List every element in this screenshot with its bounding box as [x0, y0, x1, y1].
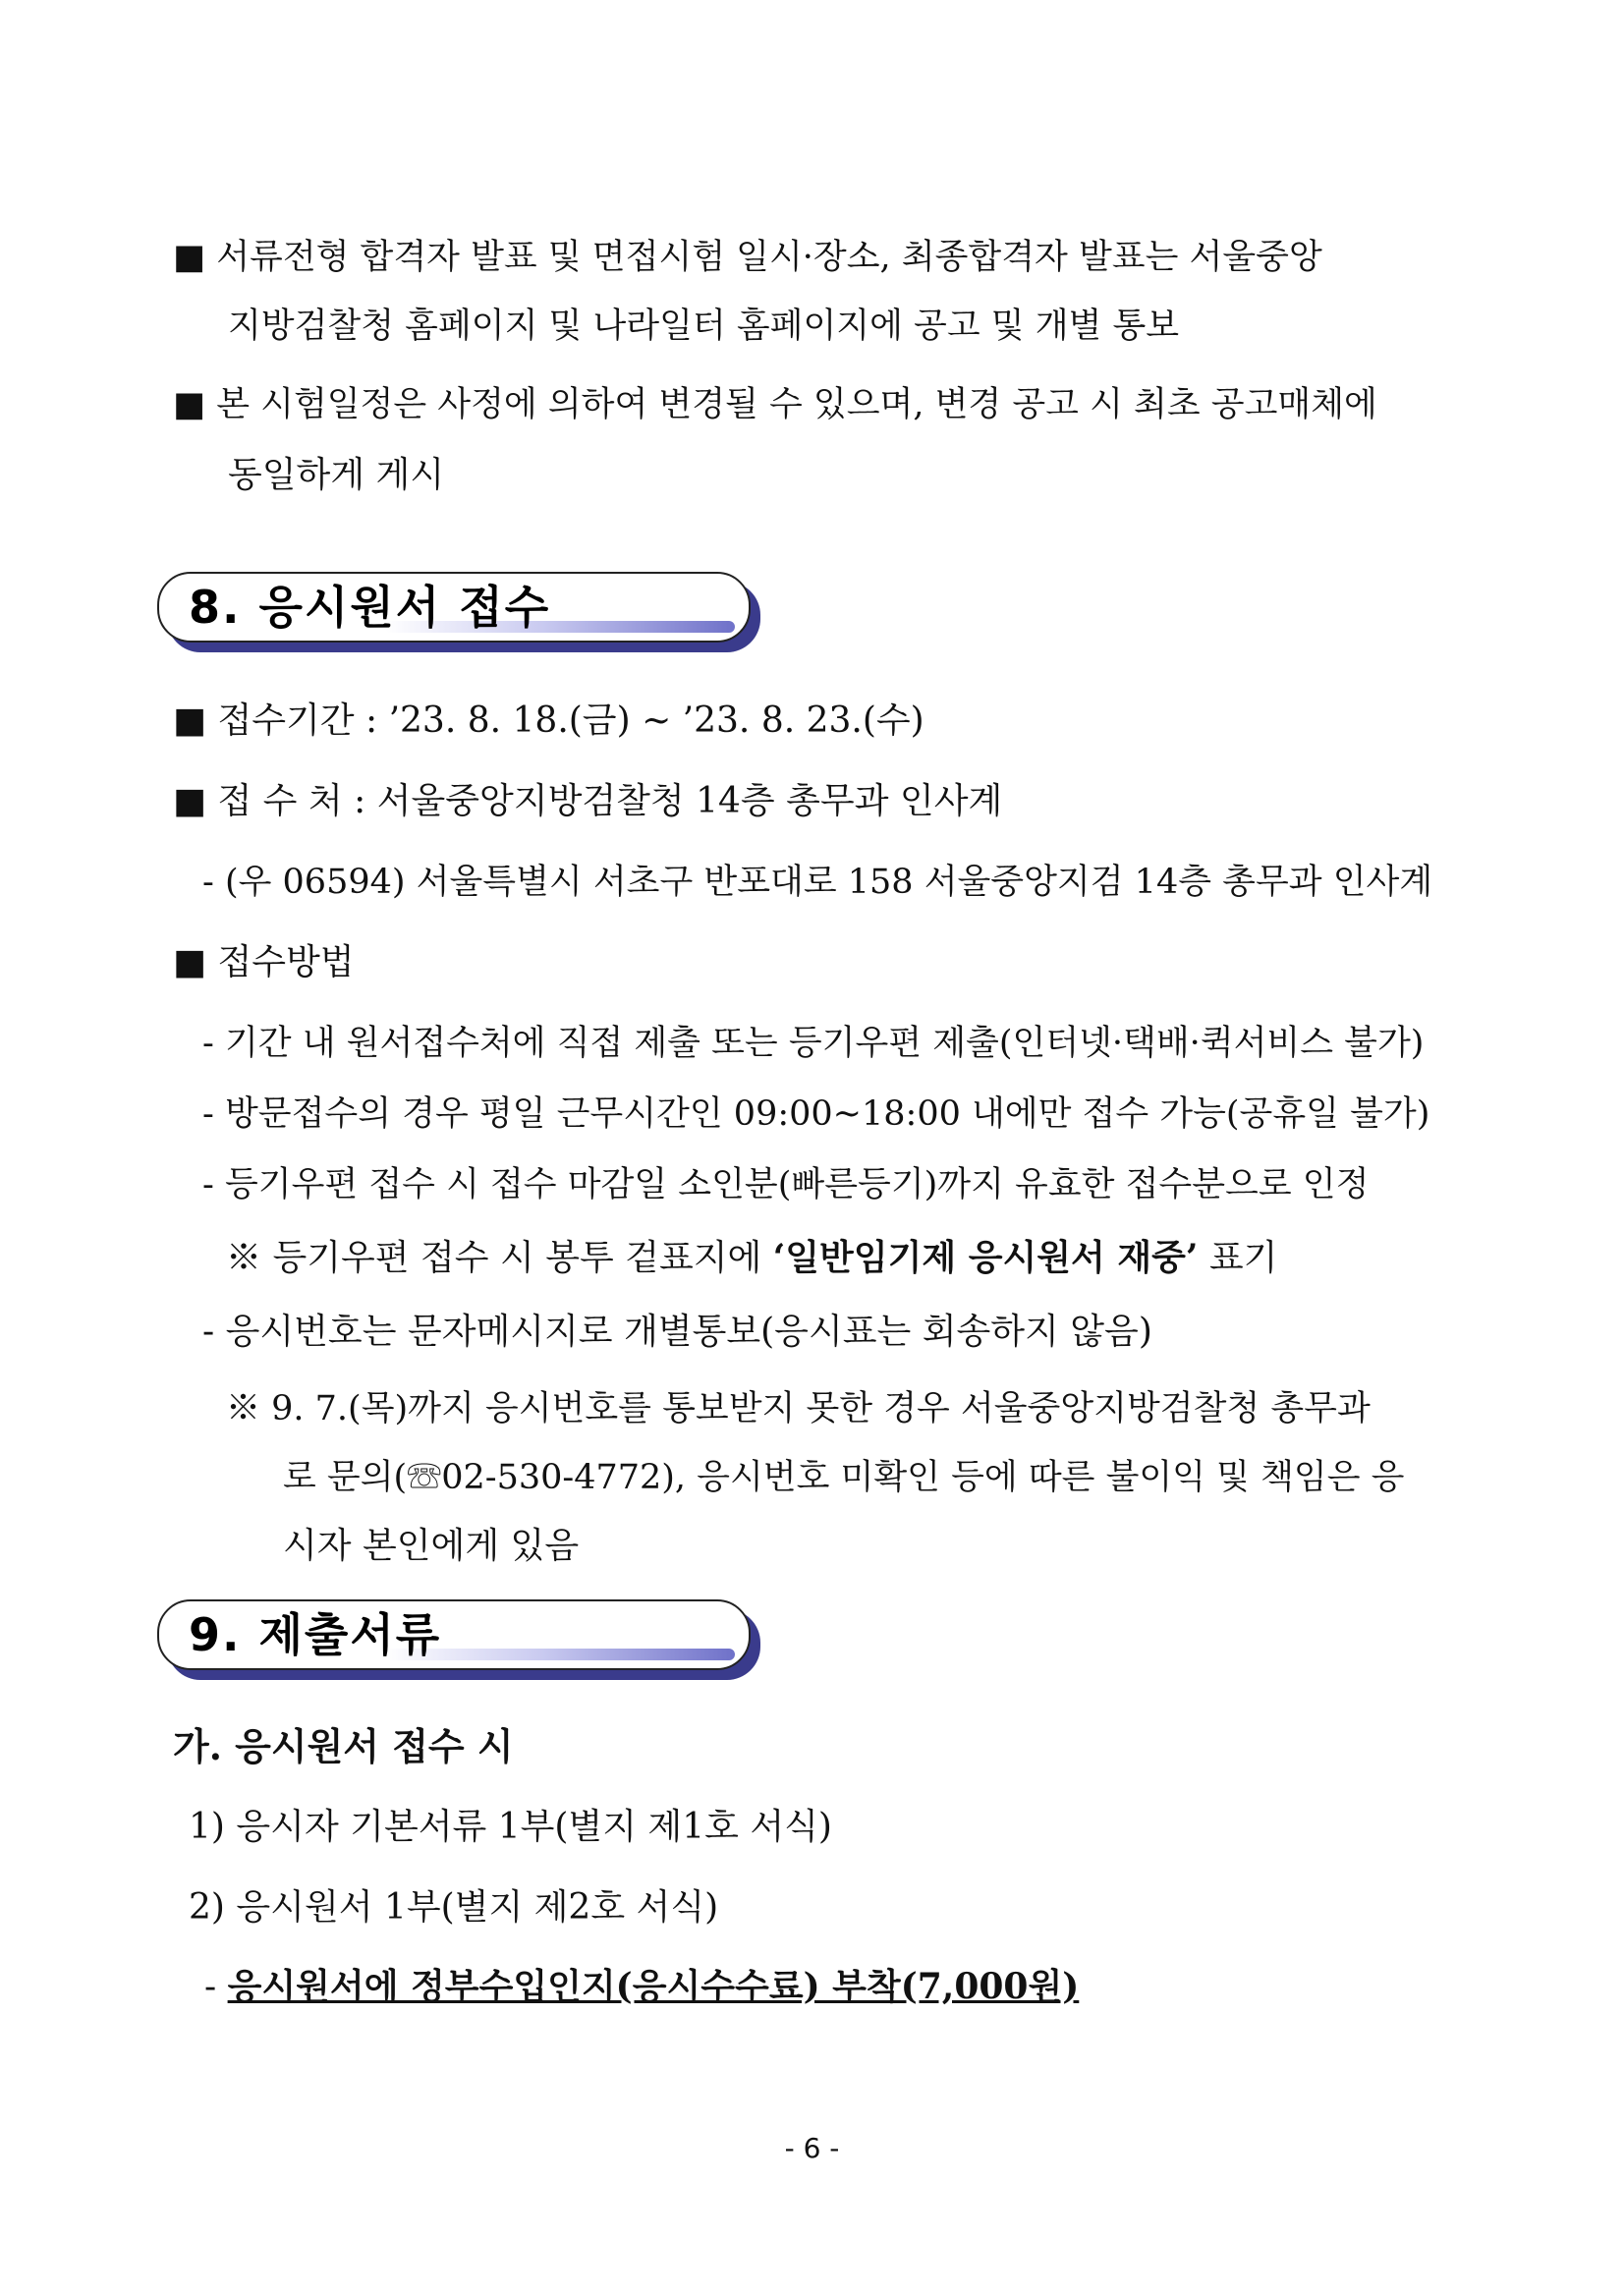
place-line: ■ 접 수 처 : 서울중앙지방검찰청 14층 총무과 인사계	[173, 781, 1003, 821]
note-2-line-2: 로 문의(☏02-530-4772), 응시번호 미확인 등에 따른 불이익 및 책임은 응	[283, 1458, 1405, 1497]
subsection-title: 가. 응시원서 접수 시	[173, 1724, 514, 1768]
section-9-title: 9. 제출서류	[189, 1608, 442, 1661]
period-line: ■ 접수기간 : ’23. 8. 18.(금) ~ ’23. 8. 23.(수)	[173, 700, 924, 741]
section-8-header	[157, 572, 751, 643]
method-item-4: - 응시번호는 문자메시지로 개별통보(응시표는 회송하지 않음)	[202, 1312, 1152, 1352]
document-item-3	[204, 1965, 1079, 2009]
note-2-line-3: 시자 본인에게 있음	[283, 1526, 580, 1566]
note-1	[226, 1236, 1277, 1280]
note-1-prefix: ※ 등기우편 접수 시 봉투 겉표지에	[226, 1238, 773, 1278]
method-item-3: - 등기우편 접수 시 접수 마감일 소인분(빠른등기)까지 유효한 접수분으로 인정	[202, 1165, 1370, 1204]
section-9-header	[157, 1599, 751, 1670]
method-item-2: - 방문접수의 경우 평일 근무시간인 09:00~18:00 내에만 접수 가능(공휴일 불가)	[202, 1094, 1430, 1134]
document-item-3-dash: -	[204, 1967, 228, 2007]
notice-bullet-1-line-1: ■ 서류전형 합격자 발표 및 면접시험 일시·장소, 최종합격자 발표는 서울중앙	[173, 238, 1322, 277]
document-item-2: 2) 응시원서 1부(별지 제2호 서식)	[189, 1887, 719, 1928]
page-number: - 6 -	[784, 2132, 840, 2164]
notice-bullet-2-line-1: ■ 본 시험일정은 사정에 의하여 변경될 수 있으며, 변경 공고 시 최초 공고매체에	[173, 385, 1377, 424]
note-1-emphasis: ‘일반임기제 응시원서 재중’	[772, 1237, 1199, 1278]
section-8-title: 8. 응시원서 접수	[189, 581, 551, 634]
notice-bullet-2-line-2: 동일하게 게시	[228, 455, 445, 495]
note-1-suffix: 표기	[1198, 1238, 1278, 1278]
address-line: - (우 06594) 서울특별시 서초구 반포대로 158 서울중앙지검 14층 총무과 인사계	[202, 863, 1433, 902]
document-item-3-text: 응시원서에 정부수입인지(응시수수료) 부착(7,000원)	[227, 1966, 1080, 2007]
method-item-1: - 기간 내 원서접수처에 직접 제출 또는 등기우편 제출(인터넷·택배·퀵서비스 불가)	[202, 1024, 1425, 1063]
note-2-line-1: ※ 9. 7.(목)까지 응시번호를 통보받지 못한 경우 서울중앙지방검찰청 총무과	[226, 1389, 1371, 1428]
document-item-1: 1) 응시자 기본서류 1부(별지 제1호 서식)	[189, 1807, 832, 1847]
notice-bullet-1-line-2: 지방검찰청 홈페이지 및 나라일터 홈페이지에 공고 및 개별 통보	[228, 307, 1180, 346]
method-title: ■ 접수방법	[173, 942, 355, 982]
